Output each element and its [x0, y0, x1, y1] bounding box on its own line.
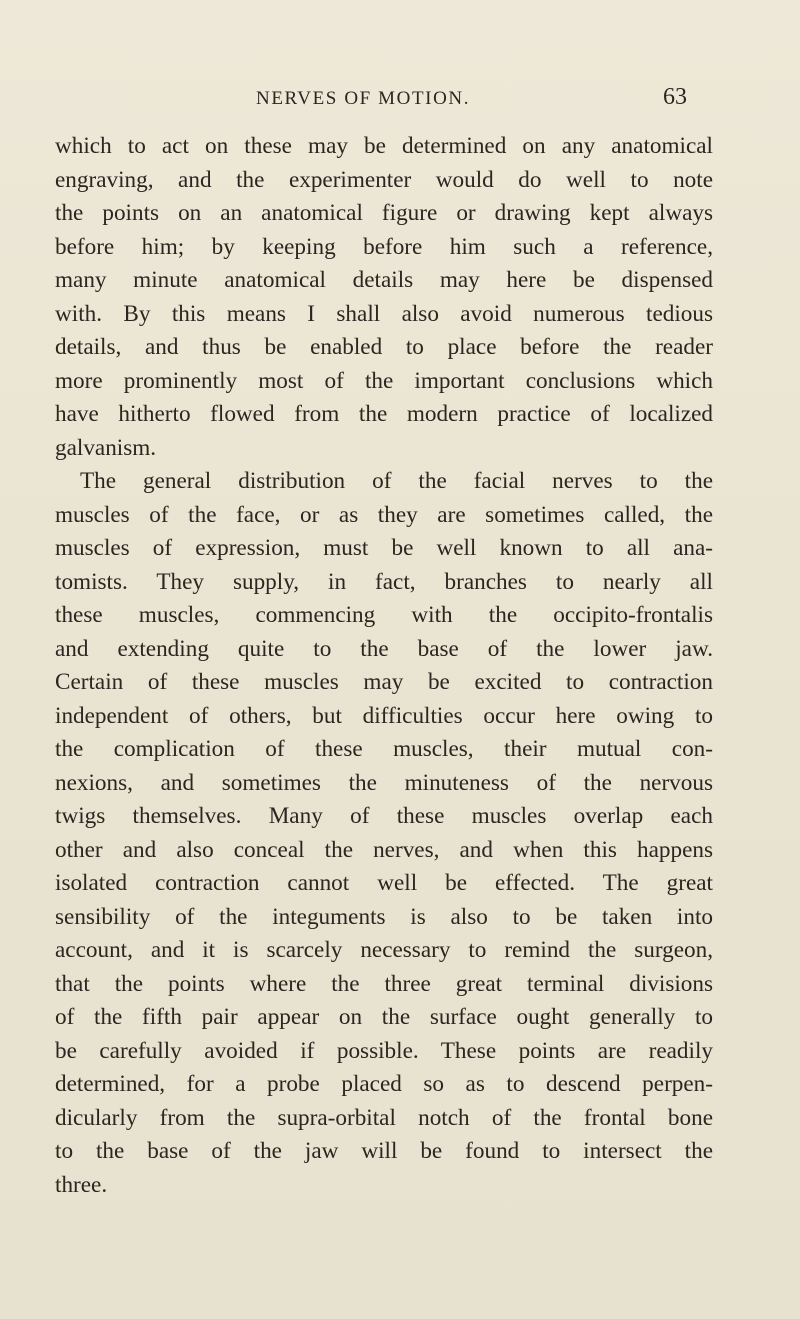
text-line: sensibility of the integuments is also to be taken into	[55, 903, 713, 930]
text-line: independent of others, but difficulties occur here owing to	[55, 702, 713, 729]
text-line: to the base of the jaw will be found to intersect the	[55, 1138, 713, 1164]
text-line: muscles of the face, or as they are sometimes called, the	[55, 501, 713, 528]
text-line: other and also conceal the nerves, and when this happens	[55, 836, 713, 863]
text-line: determined, for a probe placed so as to descend perpen-	[55, 1071, 713, 1097]
text-line: twigs themselves. Many of these muscles overlap each	[55, 803, 713, 829]
text-line: of the fifth pair appear on the surface ought generally to	[55, 1004, 713, 1030]
text-line: the complication of these muscles, their mutual con-	[55, 736, 713, 762]
text-line: many minute anatomical details may here be dispensed	[55, 267, 713, 293]
text-line: with. By this means I shall also avoid numerous tedious	[55, 300, 713, 327]
text-line: nexions, and sometimes the minuteness of the nervous	[55, 769, 713, 796]
text-line: which to act on these may be determined on any anatomical	[55, 133, 713, 159]
text-line: before him; by keeping before him such a reference,	[55, 233, 713, 260]
text-line: dicularly from the supra-orbital notch of the frontal bone	[55, 1104, 713, 1131]
text-line: Certain of these muscles may be excited to contraction	[55, 669, 713, 695]
text-line: isolated contraction cannot well be effected. The great	[55, 870, 713, 896]
text-line: have hitherto flowed from the modern practice of localized	[55, 401, 713, 427]
running-head	[0, 84, 800, 114]
text-line: galvanism.	[55, 434, 157, 461]
text-line: three.	[55, 1171, 108, 1198]
text-line: tomists. They supply, in fact, branches to nearly all	[55, 568, 713, 595]
text-line: these muscles, commencing with the occipito-frontalis	[55, 602, 713, 628]
text-line: The general distribution of the facial nerves to the	[80, 468, 713, 494]
text-line: engraving, and the experimenter would do well to note	[55, 166, 713, 193]
text-line: details, and thus be enabled to place before the reader	[55, 334, 713, 360]
text-line: more prominently most of the important conclusions which	[55, 367, 713, 394]
text-line: be carefully avoided if possible. These points are readily	[55, 1037, 713, 1064]
text-line: account, and it is scarcely necessary to remind the surgeon,	[55, 937, 713, 963]
paragraph-2	[55, 465, 713, 1202]
page-number: 63	[663, 84, 687, 110]
text-line: muscles of expression, must be well known to all ana-	[55, 535, 713, 561]
running-title: NERVES OF MOTION.	[256, 88, 471, 109]
paragraph-1	[55, 130, 713, 465]
text-line: and extending quite to the base of the lower jaw.	[55, 635, 713, 662]
text-line: that the points where the three great terminal divisions	[55, 970, 713, 997]
body-text	[55, 130, 713, 1202]
text-line: the points on an anatomical figure or drawing kept always	[55, 200, 713, 226]
